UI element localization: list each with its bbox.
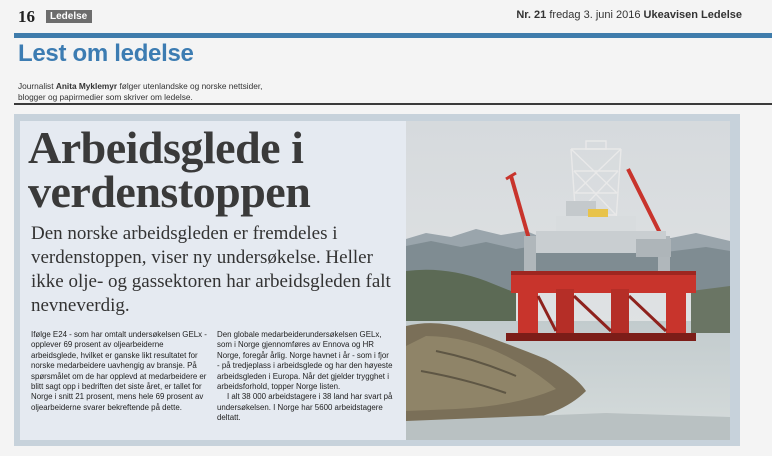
body-column-1 [31, 330, 207, 413]
article-headline: Arbeidsglede i verdenstoppen [28, 122, 311, 217]
intro-prefix: Journalist [18, 81, 54, 91]
body-paragraph: Ifølge E24 - som har omtalt undersøkelsen GELx - opplever 69 prosent av oljearbeiderne arbeidsglede, hvilket er ganske likt resultatet for norske medarbeidere uavhengig av bransje. På spørsmålet om de har opplevd at medarbeidere er blitt sagt opp i bedriften det siste året, er tallet for Norge i snitt 21 prosent, mens hele 69 prosent av oljearbeiderne svarer bekreftende på dette. [31, 330, 207, 412]
section-tag: Ledelse [46, 10, 92, 23]
body-paragraph: Den globale medarbeiderundersøkelsen GELx, som i Norge gjennomføres av Ennova og HR Norge, foregår årlig. Norge havnet i år - som i fjor - på tredjeplass i arbeidsglede og har den høyeste arbeidsgleden i Europa. Når det gjelder trygghet i arbeidsforhold, topper Norge listen. [217, 330, 393, 392]
oil-rig-illustration [406, 121, 730, 440]
issue-date: fredag 3. juni 2016 [549, 9, 641, 21]
header-rule [14, 33, 772, 38]
oil-rig-photo [406, 121, 730, 440]
body-column-2 [217, 330, 393, 424]
column-title: Lest om ledelse [18, 40, 194, 67]
publication-name: Ukeavisen Ledelse [643, 9, 742, 21]
issue-number: Nr. 21 [516, 9, 547, 21]
journalist-name: Anita Myklemyr [55, 81, 118, 91]
article-lede: Den norske arbeidsgleden er fremdeles i verdenstoppen, viser ny undersøkelse. Heller ikke olje- og gassektoren har arbeidsgleden falt nevneverdig. [31, 223, 391, 316]
page-number: 16 [18, 7, 35, 26]
column-intro [18, 81, 268, 103]
intro-text: følger utenlandske og norske nettsider, blogger og papirmedier som skriver om ledelse. [18, 81, 263, 102]
body-paragraph: I alt 38 000 arbeidstagere i 38 land har svart på undersøkelsen. I Norge har 5600 arbeidstagere deltatt. [217, 392, 393, 423]
issue-info [516, 9, 742, 21]
intro-rule [14, 103, 772, 105]
